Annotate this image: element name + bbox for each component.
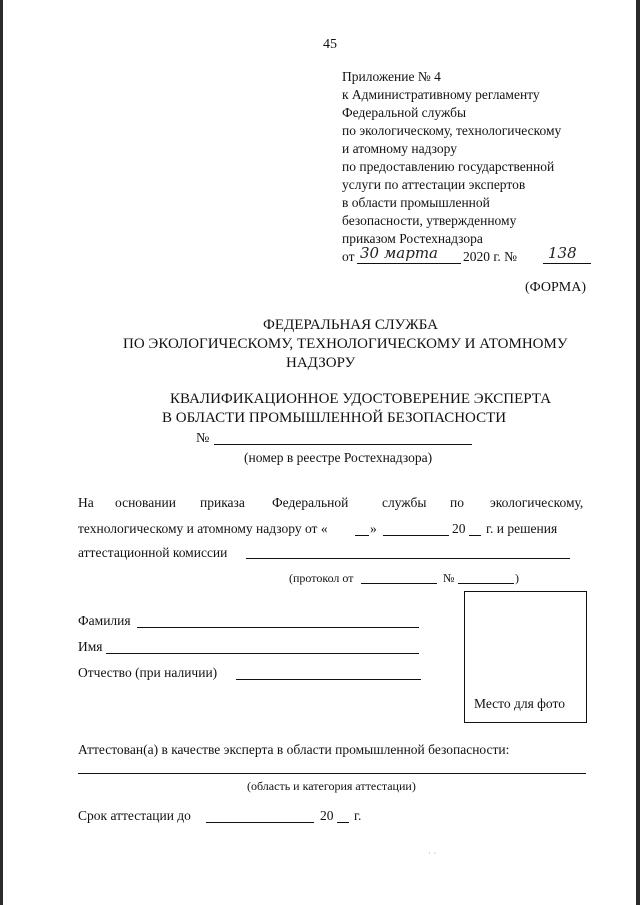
- patronymic-line: [236, 679, 421, 680]
- validity-year-suffix: г.: [354, 808, 362, 823]
- photo-label: Место для фото: [474, 696, 565, 711]
- protocol-number-blank: [458, 583, 514, 584]
- appendix-line: Приложение № 4: [342, 69, 441, 84]
- surname-label: Фамилия: [78, 613, 131, 628]
- order-date-prefix: от: [342, 249, 355, 264]
- protocol-number-sign: №: [443, 571, 455, 585]
- validity-date-blank: [206, 822, 314, 823]
- basis-word: На: [78, 495, 94, 510]
- commission-line: [246, 558, 570, 559]
- certificate-number-line: [214, 444, 472, 445]
- appendix-line: Федеральной службы: [342, 105, 467, 120]
- attested-text: Аттестован(а) в качестве эксперта в области промышленной безопасности:: [78, 742, 510, 757]
- name-label: Имя: [78, 639, 103, 654]
- basis-word: приказа: [200, 495, 245, 510]
- validity-label: Срок аттестации до: [78, 808, 191, 823]
- order-date-handwritten: 30 марта: [360, 244, 439, 262]
- protocol-date-blank: [361, 583, 437, 584]
- patronymic-label: Отчество (при наличии): [78, 665, 218, 680]
- basis-word: экологическому,: [490, 495, 584, 510]
- appendix-line: по экологическому, технологическому: [342, 123, 562, 138]
- basis-word: Федеральной: [272, 495, 349, 510]
- appendix-line: в области промышленной: [342, 195, 490, 210]
- scan-edge-right: [636, 0, 640, 905]
- protocol-label: (протокол от: [289, 571, 354, 585]
- attestation-area-note: (область и категория аттестации): [247, 779, 416, 793]
- validity-year-prefix: 20: [320, 808, 334, 823]
- agency-line-3: НАДЗОРУ: [286, 355, 356, 371]
- year-prefix: 20: [452, 521, 466, 536]
- quote-close: »: [370, 521, 377, 536]
- appendix-line: и атомному надзору: [342, 141, 457, 156]
- order-date-underline: [357, 263, 461, 264]
- commission-decision: г. и решения: [486, 521, 558, 536]
- certificate-title-2: В ОБЛАСТИ ПРОМЫШЛЕННОЙ БЕЗОПАСНОСТИ: [162, 410, 507, 426]
- validity-year-blank: [337, 822, 349, 823]
- basis-line-2-text: технологическому и атомному надзору от «: [78, 521, 328, 536]
- appendix-line: приказом Ростехнадзора: [342, 231, 483, 246]
- scan-speck: · ·: [428, 848, 437, 858]
- commission-label: аттестационной комиссии: [78, 545, 228, 560]
- form-label: (ФОРМА): [525, 280, 587, 295]
- year-blank: [469, 535, 481, 536]
- name-line: [106, 653, 419, 654]
- order-date-suffix: 2020 г. №: [463, 249, 518, 264]
- order-number-underline: [543, 263, 591, 264]
- basis-word: по: [450, 495, 464, 510]
- surname-line: [137, 627, 419, 628]
- protocol-close: ): [515, 571, 519, 585]
- scan-edge-left: [0, 0, 3, 905]
- appendix-line: к Административному регламенту: [342, 87, 540, 102]
- attestation-area-line: [78, 773, 586, 774]
- order-number-handwritten: 138: [548, 244, 577, 262]
- appendix-line: по предоставлению государственной: [342, 159, 555, 174]
- appendix-line: услуги по аттестации экспертов: [342, 177, 526, 192]
- agency-line-2: ПО ЭКОЛОГИЧЕСКОМУ, ТЕХНОЛОГИЧЕСКОМУ И АТОМНОМУ: [123, 336, 568, 352]
- appendix-line: безопасности, утвержденному: [342, 213, 517, 228]
- certificate-number-sign: №: [196, 431, 210, 446]
- day-blank: [355, 535, 369, 536]
- page-number: 45: [323, 37, 337, 52]
- agency-line-1: ФЕДЕРАЛЬНАЯ СЛУЖБА: [263, 317, 438, 333]
- registry-note: (номер в реестре Ростехнадзора): [244, 450, 433, 465]
- certificate-title-1: КВАЛИФИКАЦИОННОЕ УДОСТОВЕРЕНИЕ ЭКСПЕРТА: [170, 391, 552, 407]
- basis-word: основании: [115, 495, 176, 510]
- basis-word: службы: [382, 495, 427, 510]
- month-blank: [383, 535, 449, 536]
